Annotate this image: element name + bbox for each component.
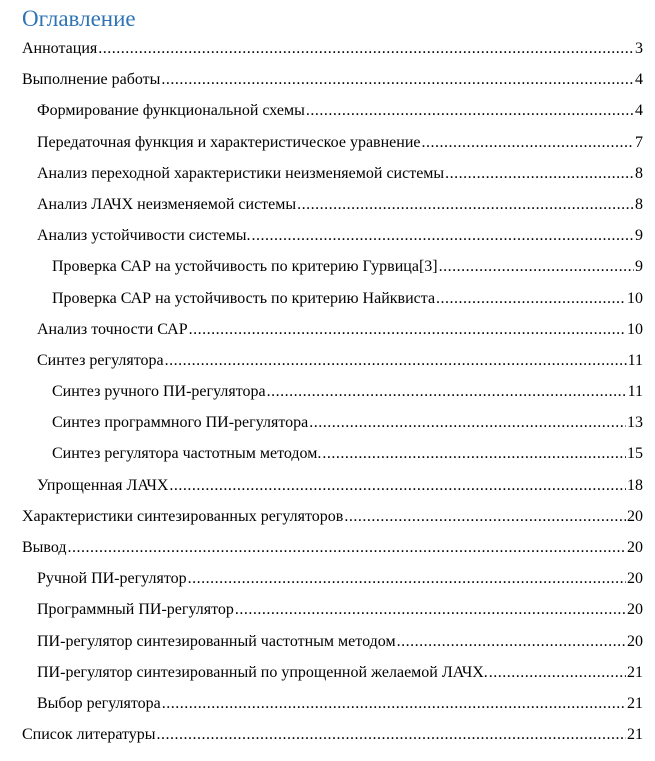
toc-page-number: 8 xyxy=(635,195,643,213)
toc-entry[interactable] xyxy=(0,40,643,71)
dot-leader xyxy=(421,134,634,152)
toc-entry-text: Выполнение работы xyxy=(22,71,161,89)
toc-entry[interactable] xyxy=(0,227,643,258)
toc-title: Оглавление xyxy=(22,6,136,31)
dot-leader xyxy=(189,321,626,339)
toc-entry-text: Выбор регулятора xyxy=(37,694,161,712)
toc-page-number: 15 xyxy=(627,445,643,463)
dot-leader xyxy=(98,40,634,58)
dot-leader xyxy=(188,570,626,588)
toc-entry-text: Передаточная функция и характеристическое уравнение xyxy=(37,133,421,151)
toc-page-number: 18 xyxy=(627,476,643,494)
toc-entry[interactable] xyxy=(0,352,643,383)
toc-entry[interactable] xyxy=(0,695,643,726)
dot-leader xyxy=(436,290,626,308)
dot-leader xyxy=(322,445,626,463)
toc-page-number: 11 xyxy=(627,383,643,401)
dot-leader xyxy=(445,165,634,183)
toc-page-number: 20 xyxy=(627,507,643,525)
table-of-contents xyxy=(0,40,643,757)
toc-entry-text: Анализ точности САР xyxy=(37,320,188,338)
toc-entry-text: Вывод xyxy=(22,539,67,556)
toc-entry-text: Синтез программного ПИ-регулятора xyxy=(52,414,309,432)
toc-entry[interactable] xyxy=(0,477,643,508)
toc-entry[interactable] xyxy=(0,290,643,321)
dot-leader xyxy=(306,102,634,120)
dot-leader xyxy=(297,196,634,214)
toc-page-number: 4 xyxy=(635,102,643,120)
toc-page-number: 10 xyxy=(627,289,643,307)
toc-entry[interactable] xyxy=(0,165,643,196)
toc-entry-text: Анализ ЛАЧХ неизменяемой системы xyxy=(37,195,297,213)
dot-leader xyxy=(162,695,626,713)
toc-entry-text: ПИ-регулятор синтезированный по упрощенной желаемой ЛАЧХ. xyxy=(37,663,488,681)
dot-leader xyxy=(165,352,627,370)
toc-page-number: 21 xyxy=(627,694,643,712)
toc-entry-text: Синтез регулятора xyxy=(37,351,164,369)
toc-page-number: 9 xyxy=(635,258,643,276)
dot-leader xyxy=(489,664,626,682)
toc-entry-text: Формирование функциональной схемы xyxy=(37,102,305,120)
toc-entry[interactable] xyxy=(0,102,643,133)
toc-entry-text: Ручной ПИ-регулятор xyxy=(37,570,187,588)
toc-page-number: 20 xyxy=(627,570,643,588)
toc-entry-text: Синтез ручного ПИ-регулятора xyxy=(52,383,266,401)
toc-entry[interactable] xyxy=(0,508,643,539)
toc-entry-text: Аннотация xyxy=(22,40,98,57)
toc-entry[interactable] xyxy=(0,601,643,632)
toc-page-number: 21 xyxy=(627,726,643,744)
dot-leader xyxy=(309,414,626,432)
toc-entry[interactable] xyxy=(0,258,643,289)
toc-page-number: 20 xyxy=(627,632,643,650)
toc-page-number: 20 xyxy=(627,601,643,619)
toc-entry-text: Упрощенная ЛАЧХ xyxy=(37,476,169,494)
toc-page-number: 20 xyxy=(627,539,643,556)
toc-entry-text: Анализ устойчивости системы. xyxy=(37,227,251,245)
toc-entry[interactable] xyxy=(0,71,643,102)
toc-entry[interactable] xyxy=(0,134,643,165)
dot-leader xyxy=(68,539,626,557)
toc-entry[interactable] xyxy=(0,633,643,664)
toc-entry[interactable] xyxy=(0,445,643,476)
toc-page-number: 4 xyxy=(635,71,643,89)
toc-page-number: 9 xyxy=(635,227,643,245)
dot-leader xyxy=(397,633,626,651)
toc-page-number: 13 xyxy=(627,414,643,432)
toc-entry-text: Проверка САР на устойчивость по критерию Гурвица[3] xyxy=(52,258,438,276)
toc-entry-text: Программный ПИ-регулятор xyxy=(37,601,234,619)
toc-entry[interactable] xyxy=(0,321,643,352)
toc-entry[interactable] xyxy=(0,726,643,757)
toc-page-number: 11 xyxy=(627,351,643,369)
toc-entry[interactable] xyxy=(0,383,643,414)
dot-leader xyxy=(344,508,626,526)
toc-entry-text: Синтез регулятора частотным методом. xyxy=(52,445,322,463)
toc-entry-text: Характеристики синтезированных регуляторов xyxy=(22,507,344,525)
dot-leader xyxy=(235,601,626,619)
toc-page-number: 8 xyxy=(635,164,643,182)
toc-entry-text: Список литературы xyxy=(22,726,156,744)
dot-leader xyxy=(267,383,627,401)
dot-leader xyxy=(252,227,634,245)
toc-page-number: 3 xyxy=(635,40,643,57)
dot-leader xyxy=(157,726,626,744)
toc-entry[interactable] xyxy=(0,539,643,570)
toc-entry-text: Анализ переходной характеристики неизменяемой системы xyxy=(37,164,445,182)
toc-page-number: 7 xyxy=(635,133,643,151)
toc-entry-text: Проверка САР на устойчивость по критерию Найквиста xyxy=(52,289,436,307)
toc-entry[interactable] xyxy=(0,414,643,445)
toc-entry[interactable] xyxy=(0,664,643,695)
toc-page-number: 10 xyxy=(627,320,643,338)
toc-page-number: 21 xyxy=(627,663,643,681)
dot-leader xyxy=(439,258,634,276)
dot-leader xyxy=(169,477,626,495)
toc-entry[interactable] xyxy=(0,570,643,601)
dot-leader xyxy=(161,71,634,89)
toc-entry[interactable] xyxy=(0,196,643,227)
toc-entry-text: ПИ-регулятор синтезированный частотным методом xyxy=(37,632,396,650)
